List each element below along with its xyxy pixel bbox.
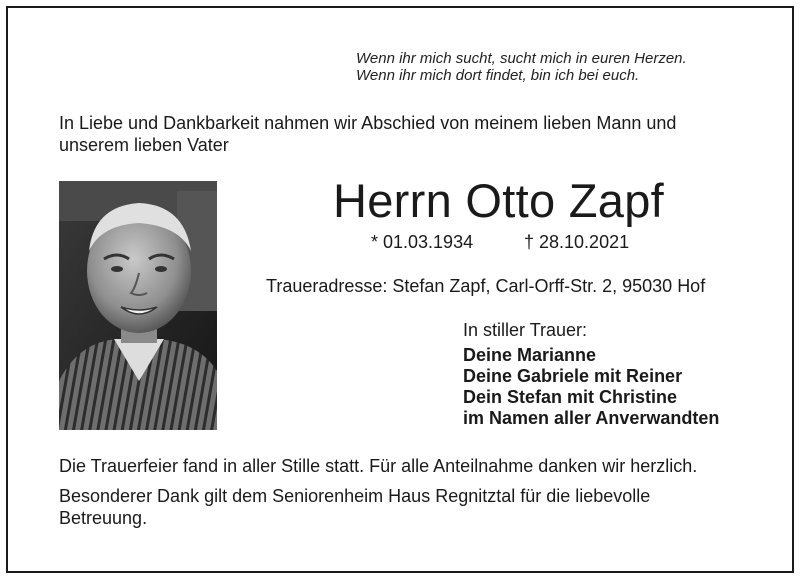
- thanks-line-2: Betreuung.: [59, 508, 148, 528]
- mourner-line: Deine Gabriele mit Reiner: [463, 366, 683, 386]
- portrait-photo: [59, 181, 217, 430]
- birth-date: * 01.03.1934: [371, 232, 474, 252]
- mourner-line: Deine Marianne: [463, 345, 597, 365]
- intro-text: [59, 112, 759, 156]
- quote-line-2: Wenn ihr mich dort findet, bin ich bei euch.: [356, 67, 640, 84]
- mourner-line: Dein Stefan mit Christine: [463, 387, 678, 407]
- funeral-note: Die Trauerfeier fand in aller Stille statt. Für alle Anteilnahme danken wir herzlich.: [59, 456, 698, 476]
- intro-line-1: In Liebe und Dankbarkeit nahmen wir Abschied von meinem lieben Mann und: [59, 113, 677, 133]
- mourning-label: In stiller Trauer:: [463, 320, 588, 340]
- mourner-line: im Namen aller Anverwandten: [463, 408, 720, 428]
- mourning-address: Traueradresse: Stefan Zapf, Carl-Orff-Str. 2, 95030 Hof: [266, 276, 706, 296]
- mourners-block: [463, 319, 719, 429]
- intro-line-2: unserem lieben Vater: [59, 135, 229, 155]
- death-date: † 28.10.2021: [524, 232, 630, 252]
- memorial-quote: [356, 50, 687, 84]
- thanks-line-1: Besonderer Dank gilt dem Seniorenheim Haus Regnitztal für die liebevolle: [59, 486, 651, 506]
- thanks-note: [59, 485, 759, 529]
- quote-line-1: Wenn ihr mich sucht, sucht mich in euren Herzen.: [356, 50, 687, 67]
- deceased-name: Herrn Otto Zapf: [333, 174, 664, 227]
